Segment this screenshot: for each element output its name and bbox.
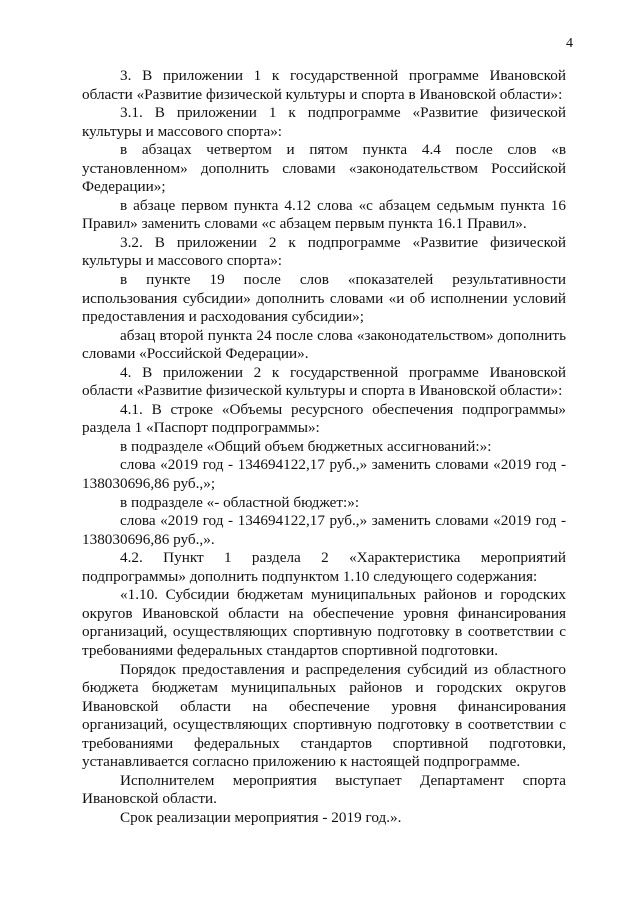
document-body [82, 67, 566, 827]
paragraph: 3. В приложении 1 к государственной программе Ивановской области «Развитие физической культуры и спорта в Ивановской области»: [82, 67, 566, 103]
paragraph: в абзацах четвертом и пятом пункта 4.4 после слов «в установленном» дополнить словами «законодательством Российской Федерации»; [82, 141, 566, 196]
paragraph: Исполнителем мероприятия выступает Департамент спорта Ивановской области. [82, 771, 566, 808]
paragraph: в абзаце первом пункта 4.12 слова «с абзацем седьмым пункта 16 Правил» заменить словами «с абзацем первым пункта 16.1 Правил». [82, 196, 566, 233]
paragraph: в пункте 19 после слов «показателей результативности использования субсидии» дополнить словами «и об исполнении условий предоставления и расходования субсидии»; [82, 271, 566, 326]
paragraph: 3.1. В приложении 1 к подпрограмме «Развитие физической культуры и массового спорта»: [82, 104, 566, 140]
paragraph: «1.10. Субсидии бюджетам муниципальных районов и городских округов Ивановской области на обеспечение уровня финансирования организаций, осуществляющих спортивную подготовку в соответствии с требованиями федеральных стандартов спортивной подготовки. [82, 586, 566, 659]
paragraph: Порядок предоставления и распределения субсидий из областного бюджета бюджетам муниципальных районов и городских округов Ивановской области на обеспечение уровня финансирования организаций, осуществляющих спортивную подготовку в соответствии с требованиями федеральных стандартов спортивной подготовки, устанавливается согласно приложению к настоящей подпрограмме. [82, 660, 566, 771]
paragraph: в подразделе «- областной бюджет:»: [120, 493, 360, 511]
paragraph: 4.1. В строке «Объемы ресурсного обеспечения подпрограммы» раздела 1 «Паспорт подпрограммы»: [82, 400, 566, 437]
paragraph: Срок реализации мероприятия - 2019 год.». [120, 808, 402, 826]
paragraph: слова «2019 год - 134694122,17 руб.,» заменить словами «2019 год - 138030696,86 руб.,»; [82, 456, 566, 493]
paragraph: слова «2019 год - 134694122,17 руб.,» заменить словами «2019 год - 138030696,86 руб.,». [82, 512, 566, 548]
page-number: 4 [566, 36, 573, 51]
paragraph: 4.2. Пункт 1 раздела 2 «Характеристика мероприятий подпрограммы» дополнить подпунктом 1.10 следующего содержания: [82, 549, 566, 585]
paragraph: 3.2. В приложении 2 к подпрограмме «Развитие физической культуры и массового спорта»: [82, 233, 566, 270]
paragraph: абзац второй пункта 24 после слова «законодательством» дополнить словами «Российской Федерации». [82, 326, 566, 363]
paragraph: 4. В приложении 2 к государственной программе Ивановской области «Развитие физической культуры и спорта в Ивановской области»: [82, 363, 566, 400]
paragraph: в подразделе «Общий объем бюджетных ассигнований:»: [120, 437, 492, 455]
